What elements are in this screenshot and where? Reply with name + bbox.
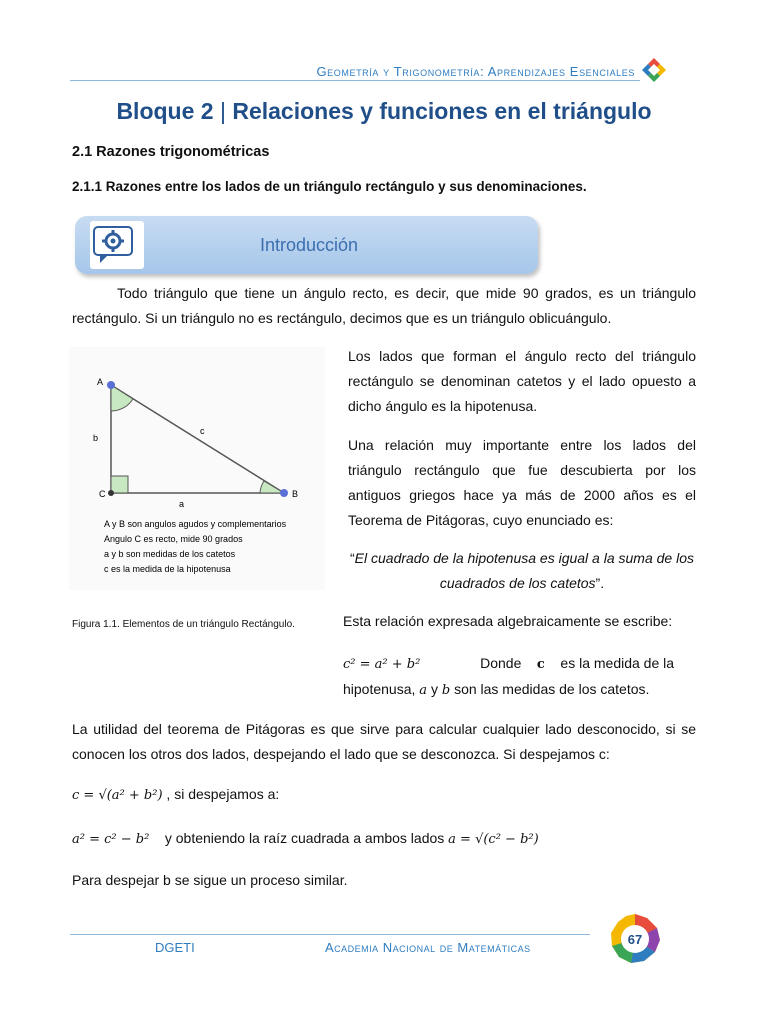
- side-a-label: a: [179, 499, 185, 509]
- quote-close: ”.: [595, 575, 605, 591]
- vertex-c-label: C: [99, 489, 106, 499]
- quote-open: “: [349, 550, 355, 566]
- side-b-label: b: [93, 433, 99, 443]
- formula-a-squared: a² = c² − b²: [72, 832, 150, 847]
- gear-chat-icon: [90, 221, 144, 269]
- running-header: Geometría y Trigonometría: Aprendizajes Esenciales: [316, 64, 635, 79]
- vertex-a-label: A: [97, 377, 104, 387]
- title-text: Relaciones y funciones en el triángulo: [232, 98, 652, 124]
- formula-var-a: a: [419, 683, 428, 698]
- paragraph-algebraic: Esta relación expresada algebraicamente se escribe:: [343, 613, 673, 629]
- formula-a: a = √(c² − b²): [448, 832, 539, 847]
- figure-caption: Figura 1.1. Elementos de un triángulo Rectángulo.: [72, 619, 295, 630]
- formula-text: y: [430, 681, 438, 697]
- formula-text: son las medidas de los catetos.: [454, 681, 650, 697]
- paragraph-catetos: Los lados que forman el ángulo recto del triángulo rectángulo se denominan catetos y el lado opuesto a dicho ángulo es la hipotenusa.: [348, 348, 696, 414]
- page-title: [0, 98, 768, 125]
- vertex-c-dot: [108, 490, 114, 496]
- figure-note: A y B son angulos agudos y complementarios: [104, 519, 287, 529]
- formula-var-b: b: [441, 683, 451, 698]
- side-c-line: [111, 385, 284, 493]
- footer-divider: [70, 934, 590, 935]
- diamond-logo-icon: [641, 57, 667, 83]
- formula-var-c: c: [536, 657, 545, 672]
- figure-note: a y b son medidas de los catetos: [104, 549, 236, 559]
- footer-org: DGETI: [155, 940, 195, 955]
- footer-academy: Academia Nacional de Matemáticas: [325, 940, 531, 955]
- paragraph-pitagoras: Una relación muy importante entre los lados del triángulo rectángulo que fue descubierta por los antiguos griegos hace ya más de 2000 años es el Teorema de Pitágoras, cuyo enunciado es:: [348, 437, 696, 528]
- side-c-label: c: [200, 426, 205, 436]
- formula-line-text: y obteniendo la raíz cuadrada a ambos lados: [164, 830, 445, 846]
- formula-text: es la medida de la hipotenusa,: [343, 655, 675, 697]
- formula-line-c: [72, 786, 279, 803]
- subsection-title: 2.1.1 Razones entre los lados de un triángulo rectángulo y sus denominaciones.: [72, 179, 587, 194]
- angle-b-marker: [260, 481, 284, 493]
- title-separator: |: [219, 98, 226, 124]
- vertex-a-dot: [107, 381, 115, 389]
- header-divider: [70, 80, 640, 81]
- formula-c: c = √(a² + b²): [72, 788, 163, 803]
- paragraph-intro: Todo triángulo que tiene un ángulo recto, es decir, que mide 90 grados, es un triángulo rectángulo. Si un triángulo no es rectángulo, decimos que es un triángulo oblicuángulo.: [72, 285, 696, 326]
- theorem-quote: [348, 546, 696, 596]
- intro-label: Introducción: [260, 235, 359, 255]
- figure-note: Angulo C es recto, mide 90 grados: [104, 534, 243, 544]
- page-number: 67: [627, 932, 643, 947]
- formula-row: [343, 651, 696, 703]
- right-angle-marker: [111, 476, 128, 493]
- formula-text: Donde: [480, 655, 522, 671]
- page-number-badge: [609, 913, 661, 965]
- paragraph-final: Para despejar b se sigue un proceso similar.: [72, 872, 348, 888]
- figure-note: c es la medida de la hipotenusa: [104, 564, 231, 574]
- vertex-b-dot: [280, 489, 288, 497]
- paragraph-utility: La utilidad del teorema de Pitágoras es que sirve para calcular cualquier lado desconocido, si se conocen los otros dos lados, despejando el lado que se desconozca. Si despejamos c:: [72, 721, 696, 762]
- formula-line-text: , si despejamos a:: [166, 786, 280, 802]
- vertex-b-label: B: [292, 489, 299, 499]
- quote-text: El cuadrado de la hipotenusa es igual a la suma de los cuadrados de los catetos: [354, 550, 694, 591]
- section-title: 2.1 Razones trigonométricas: [72, 144, 270, 160]
- triangle-figure: [69, 347, 325, 590]
- pythagoras-formula: c² = a² + b²: [343, 657, 421, 672]
- formula-line-a: [72, 830, 539, 847]
- angle-a-marker: [111, 385, 133, 411]
- block-label: Bloque 2: [116, 98, 214, 124]
